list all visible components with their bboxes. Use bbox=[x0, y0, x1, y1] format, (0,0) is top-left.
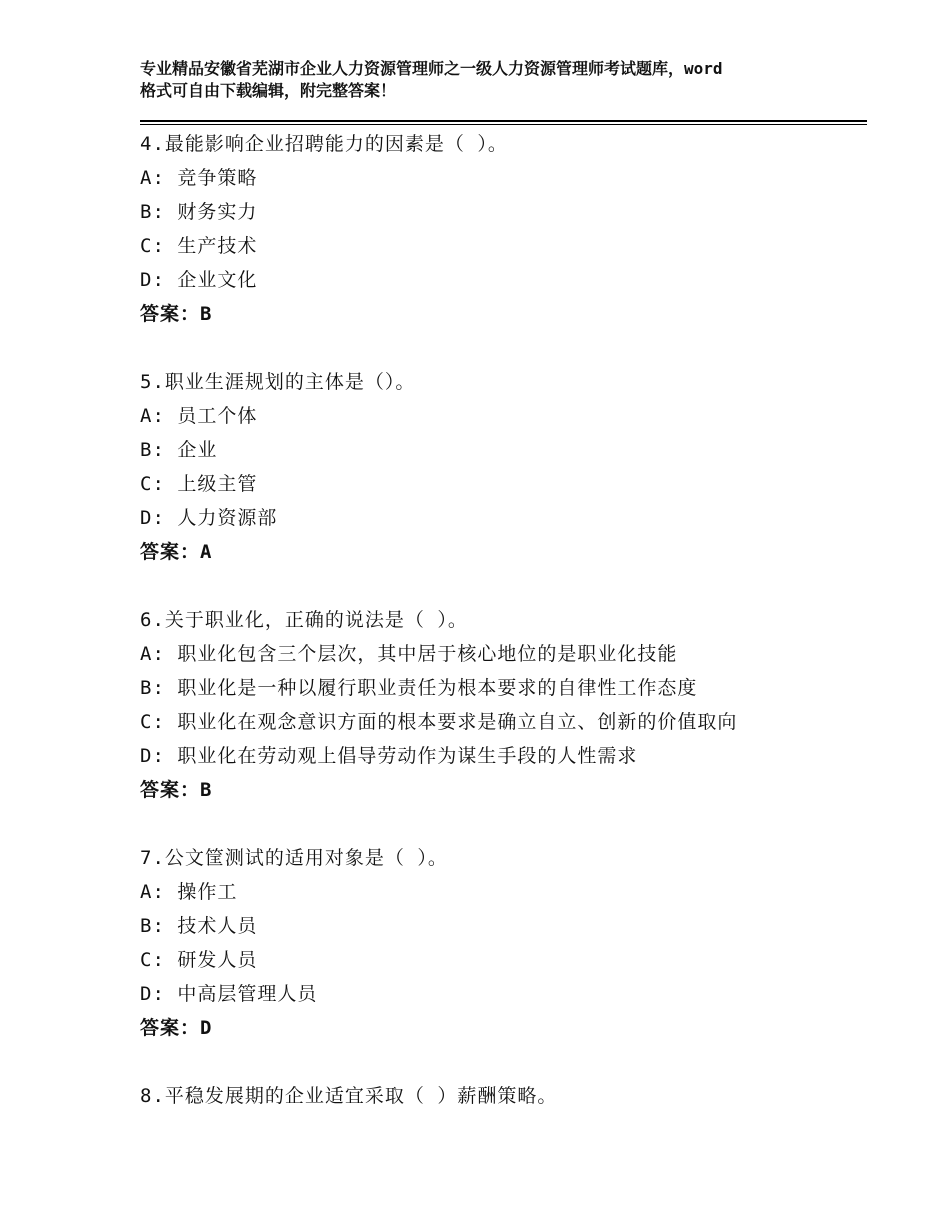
document-header bbox=[140, 58, 830, 102]
option-d: D: 职业化在劳动观上倡导劳动作为谋生手段的人性需求 bbox=[140, 745, 638, 767]
answer-line: 答案：B bbox=[140, 779, 213, 801]
option-c: C: 生产技术 bbox=[140, 235, 258, 257]
option-a: A: 操作工 bbox=[140, 881, 238, 903]
answer-line: 答案：D bbox=[140, 1017, 213, 1039]
option-d: D: 中高层管理人员 bbox=[140, 983, 318, 1005]
question-6 bbox=[140, 603, 860, 807]
option-a: A: 职业化包含三个层次，其中居于核心地位的是职业化技能 bbox=[140, 643, 678, 665]
answer-line: 答案：A bbox=[140, 541, 213, 563]
question-stem: 8.平稳发展期的企业适宜采取（ ）薪酬策略。 bbox=[140, 1085, 558, 1107]
header-line-1: 专业精品安徽省芜湖市企业人力资源管理师之一级人力资源管理师考试题库，word bbox=[140, 59, 723, 78]
question-8 bbox=[140, 1079, 860, 1113]
question-5 bbox=[140, 365, 860, 569]
option-b: B: 技术人员 bbox=[140, 915, 258, 937]
option-c: C: 职业化在观念意识方面的根本要求是确立自立、创新的价值取向 bbox=[140, 711, 738, 733]
header-divider-thick bbox=[140, 120, 867, 122]
question-stem: 5.职业生涯规划的主体是（）。 bbox=[140, 371, 416, 393]
question-stem: 6.关于职业化，正确的说法是（ ）。 bbox=[140, 609, 468, 631]
option-a: A: 竞争策略 bbox=[140, 167, 258, 189]
header-divider-thin bbox=[140, 124, 867, 125]
option-c: C: 上级主管 bbox=[140, 473, 258, 495]
question-list bbox=[140, 127, 860, 1147]
option-d: D: 人力资源部 bbox=[140, 507, 278, 529]
question-7 bbox=[140, 841, 860, 1045]
option-b: B: 职业化是一种以履行职业责任为根本要求的自律性工作态度 bbox=[140, 677, 698, 699]
option-d: D: 企业文化 bbox=[140, 269, 258, 291]
option-b: B: 企业 bbox=[140, 439, 218, 461]
header-line-2: 格式可自由下载编辑，附完整答案！ bbox=[140, 81, 397, 100]
question-stem: 4.最能影响企业招聘能力的因素是（ ）。 bbox=[140, 133, 508, 155]
question-4 bbox=[140, 127, 860, 331]
question-stem: 7.公文筐测试的适用对象是（ ）。 bbox=[140, 847, 448, 869]
option-c: C: 研发人员 bbox=[140, 949, 258, 971]
option-a: A: 员工个体 bbox=[140, 405, 258, 427]
option-b: B: 财务实力 bbox=[140, 201, 258, 223]
answer-line: 答案：B bbox=[140, 303, 213, 325]
